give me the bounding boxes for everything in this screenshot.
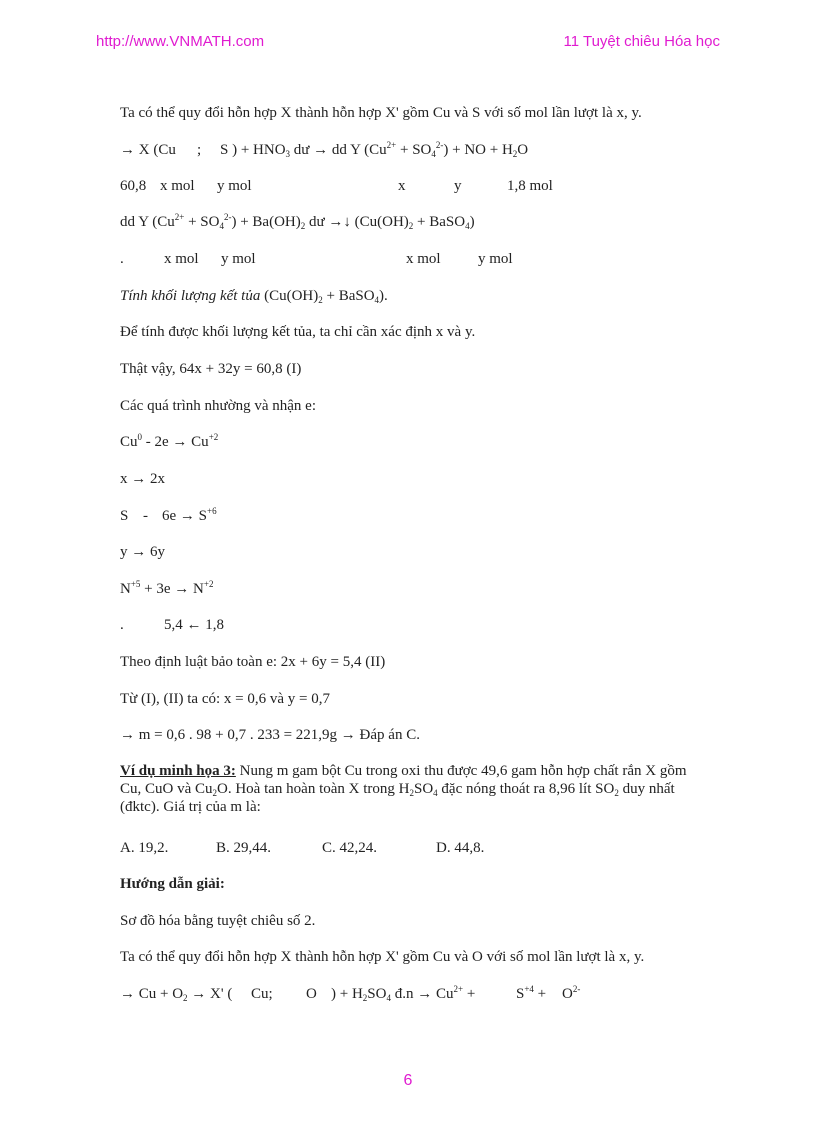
line-9: Các quá trình nhường và nhận e: [120,398,317,414]
choice-c: C. 42,24. [322,840,378,856]
line-1: Ta có thể quy đổi hỗn hợp X thành hỗn hợp X' gồm Cu và S với số mol lần lượt là x, y. [120,105,642,121]
line-8: Thật vậy, 64x + 32y = 60,8 (I) [120,361,302,377]
line-2: → X (Cu ; S ) + $HNO_3$ dư → dd Y $(Cu^{2+} + SO_4^{2-})$ + NO + $H_2O$ [120,140,529,159]
line-18: → m = 0,6 . 98 + 0,7 . 233 = 221,9g → Đáp án C. [120,727,420,743]
example-paragraph: Ví dụ minh họa 3: Nung m gam bột Cu trong oxi thu được 49,6 gam hỗn hợp chất rắn X gồm Cu, CuO và $Cu_2O$. Hoà tan hoàn toàn X trong $H_2SO_4$ đặc nóng thoát ra 8,96 lít $SO_2$ duy nhất (đktc). Giá trị của m là: [120,763,687,815]
example-label: Ví dụ minh họa 3: [120,763,236,779]
guide-title: Hướng dẫn giải: [120,876,225,892]
line-15: . 5,4 ← 1,8 [120,617,224,633]
line-17: Từ (I), (II) ta có: x = 0,6 và y = 0,7 [120,691,330,707]
line-4: dd Y $(Cu^{2+} + SO_4^{2-}) + Ba(OH)_2$ dư →↓ ($Cu(OH)_2$ + BaSO$_4$) [120,212,475,231]
answer-choices [120,839,720,857]
line-10: $Cu^0 - 2e \to Cu^{+2}$ [120,432,219,450]
line-16: Theo định luật bảo toàn e: 2x + 6y = 5,4 (II) [120,654,386,670]
line-5: . x mol y mol x mol y mol [120,251,513,267]
line-6: Tính khối lượng kết tủa ($Cu(OH)_2$ + BaSO$_4$). [120,288,388,305]
line-7: Để tính được khối lượng kết tủa, ta chỉ cần xác định x và y. [120,324,476,340]
choice-b: B. 29,44. [216,840,272,856]
guide-line-1: Sơ đồ hóa bằng tuyệt chiêu số 2. [120,913,316,929]
header-title: 11 Tuyệt chiêu Hóa học [563,33,720,50]
page-number: 6 [403,1072,413,1089]
line-11: x → 2x [120,471,165,487]
choice-a: A. 19,2. [120,840,169,856]
line-13: y → 6y [120,544,165,560]
header-url[interactable]: http://www.VNMATH.com [96,33,265,50]
guide-line-2: Ta có thể quy đổi hỗn hợp X thành hỗn hợp X' gồm Cu và O với số mol lần lượt là x, y. [120,949,645,965]
line-3: 60,8 x mol y mol x y 1,8 mol [120,178,553,194]
choice-d: D. 44,8. [436,840,485,856]
line-14: $N^{+5} + 3e \to N^{+2}$ [120,579,214,597]
guide-line-3: → $Cu + O_2 \to X'$ ( Cu; O ) + $H_2SO_4$ đ.n → $Cu^{2+}$ + $S^{+4}$ + $O^{2-}$ [120,984,581,1003]
line-12: S - $6e \to S^{+6}$ [120,506,217,524]
